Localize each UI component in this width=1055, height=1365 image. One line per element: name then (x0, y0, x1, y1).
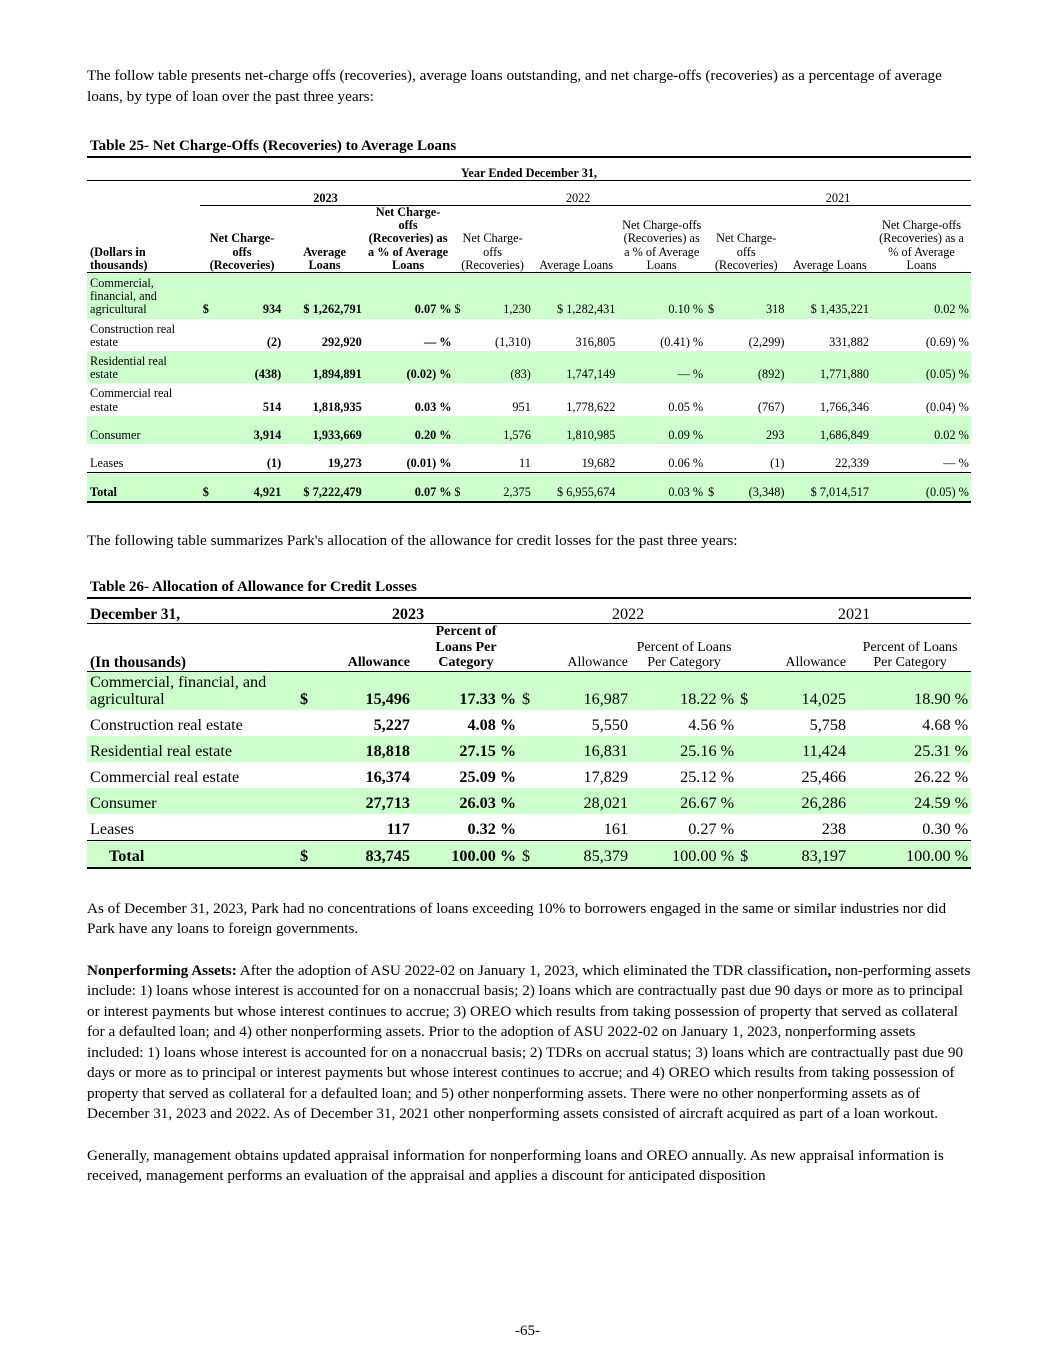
dollar-sign (451, 383, 465, 415)
nco-2022: 1,230 (465, 273, 533, 319)
percent-2022: 0.27 % (688, 819, 735, 838)
dollar-sign (519, 710, 543, 736)
concentration-paragraph: As of December 31, 2023, Park had no concentrations of loans exceeding 10% to borrowers engaged in the same or similar industries nor did Park have any loans to foreign governments. (87, 899, 947, 938)
year-2021-header-26: 2021 (737, 598, 971, 624)
row-label: Construction real estate (90, 321, 176, 349)
dollar-sign (451, 319, 465, 351)
pct-unit-2022: % (692, 334, 704, 349)
col-pct-2022-26: Percent of Loans Per Category (631, 624, 737, 672)
avg-2022: 316,805 (575, 334, 616, 349)
pct-2021: 0.02 (872, 273, 959, 319)
dollar-sign (519, 736, 543, 762)
allowance-2022: 28,021 (543, 788, 631, 814)
col-allow-2021: Allowance (737, 624, 849, 672)
percent-2021: 25.31 % (849, 736, 971, 762)
table-row (87, 444, 971, 473)
nco-2023: (1) (266, 455, 282, 470)
pct-unit-2021: % (958, 455, 969, 470)
row-header-26: (In thousands) (87, 624, 297, 672)
pct-unit-2021: % (959, 416, 971, 444)
percent-2021: 0.30 % (922, 819, 969, 838)
avg-2021: $ 7,014,517 (787, 472, 872, 502)
percent-2023: 25.09 % (459, 767, 517, 786)
row-label: Consumer (87, 416, 200, 444)
pct-2023: 0.03 (414, 399, 437, 414)
percent-2021: 100.00 % (849, 840, 971, 868)
dollar-sign: $ (519, 840, 543, 868)
pct-unit-2021: % (959, 351, 971, 383)
pct-2022: 0.06 (668, 455, 690, 470)
percent-2023: 100.00 % (413, 840, 519, 868)
dollar-sign (705, 383, 719, 415)
table-26-title: Table 26- Allocation of Allowance for Credit Losses (90, 579, 417, 596)
dollar-sign: $ (451, 273, 465, 319)
nco-2023: (438) (214, 351, 284, 383)
nco-2021: 318 (719, 273, 787, 319)
pct-2023: 0.07 (365, 472, 439, 502)
row-label: Total (87, 472, 200, 502)
allowance-2023: 117 (386, 819, 410, 838)
col-pct-2021-26: Percent of Loans Per Category (849, 624, 971, 672)
dollar-sign: $ (519, 671, 543, 710)
allowance-2023: 15,496 (321, 671, 413, 710)
avg-2022: $ 1,282,431 (534, 273, 619, 319)
pct-unit-2023: % (439, 455, 452, 470)
table-row (87, 416, 971, 444)
dollar-sign (200, 351, 214, 383)
dollar-sign (737, 736, 761, 762)
year-2021-header: 2021 (705, 181, 971, 206)
nco-2022: (1,310) (495, 334, 531, 349)
percent-2023: 17.33 % (413, 671, 519, 710)
avg-2022: 1,810,985 (534, 416, 619, 444)
dollar-sign: $ (737, 840, 761, 868)
nco-2021: (3,348) (719, 472, 787, 502)
pct-2022: 0.03 (618, 472, 692, 502)
dollar-sign (737, 814, 761, 841)
allowance-2022: 17,829 (583, 767, 629, 786)
table-row (87, 710, 971, 736)
dollar-sign (200, 416, 214, 444)
pct-unit-2022: % (692, 455, 704, 470)
dollar-sign: $ (737, 671, 761, 710)
pct-2021: — (943, 455, 956, 470)
dollar-sign (705, 351, 719, 383)
row-label: Leases (90, 455, 124, 470)
allowance-2021: 26,286 (761, 788, 849, 814)
dollar-sign (297, 710, 321, 736)
row-label: Consumer (87, 788, 297, 814)
allowance-2022: 16,987 (543, 671, 631, 710)
nco-2023: 3,914 (214, 416, 284, 444)
avg-2022: 1,778,622 (566, 399, 616, 414)
allowance-2023: 16,374 (365, 767, 410, 786)
table-row (87, 671, 971, 710)
nco-2022: 951 (512, 399, 531, 414)
allowance-2021: 14,025 (761, 671, 849, 710)
pct-2021: 0.02 (872, 416, 959, 444)
appraisal-paragraph: Generally, management obtains updated appraisal information for nonperforming loans and OREO annually. As new appraisal information is received, management performs an evaluation of the appraisal and applies a discount for anticipated disposition (87, 1146, 944, 1185)
pct-2022: 0.10 (618, 273, 692, 319)
allowance-2023: 27,713 (321, 788, 413, 814)
nco-2022: (83) (465, 351, 533, 383)
dollar-sign: $ (297, 840, 321, 868)
percent-2021: 4.68 % (922, 715, 969, 734)
allowance-2023: 83,745 (321, 840, 413, 868)
nco-2021: (2,299) (748, 334, 785, 349)
col-pct-2023: Net Charge-offs (Recoveries) as a % of Average Loans (365, 206, 452, 273)
avg-2021: $ 1,435,221 (787, 273, 872, 319)
dollar-sign (297, 788, 321, 814)
percent-2021: 24.59 % (849, 788, 971, 814)
pct-unit-2021: % (958, 334, 969, 349)
intro-paragraph-1: The follow table presents net-charge offs (recoveries), average loans outstanding, and net charge-offs (recoveries) as a percentage of average loans, by type of loan over the past three years: (87, 67, 942, 105)
percent-2023: 26.03 % (413, 788, 519, 814)
allowance-2022: 85,379 (543, 840, 631, 868)
dollar-sign (297, 814, 321, 841)
dollar-sign (200, 383, 214, 415)
pct-2022: 0.09 (618, 416, 692, 444)
nco-2021: (767) (757, 399, 785, 414)
col-pct-2022: Net Charge-offs (Recoveries) as a % of Average Loans (618, 206, 705, 273)
col-avg-2021: Average Loans (787, 206, 872, 273)
nco-2021: (1) (770, 455, 785, 470)
avg-2022: 19,682 (581, 455, 616, 470)
row-label: Total (87, 840, 297, 868)
col-nco-2023: Net Charge-offs (Recoveries) (200, 206, 285, 273)
allowance-2021: 25,466 (801, 767, 847, 786)
nco-2022: 1,576 (465, 416, 533, 444)
year-2022-header-26: 2022 (519, 598, 737, 624)
pct-unit-2022: % (693, 273, 705, 319)
table-row (87, 814, 971, 841)
nco-2021: 293 (719, 416, 787, 444)
avg-2023: $ 7,222,479 (284, 472, 365, 502)
intro-paragraph-2: The following table summarizes Park's allocation of the allowance for credit losses for the past three years: (87, 531, 738, 549)
col-allow-2023: Allowance (297, 624, 413, 672)
table-row (87, 383, 971, 415)
col-allow-2022: Allowance (519, 624, 631, 672)
percent-2022: 100.00 % (631, 840, 737, 868)
col-avg-2022: Average Loans (534, 206, 619, 273)
allowance-2022: 5,550 (591, 715, 629, 734)
dollar-sign: $ (705, 472, 719, 502)
dollar-sign (451, 351, 465, 383)
allowance-2023: 5,227 (373, 715, 410, 734)
pct-unit-2022: % (693, 472, 705, 502)
dollar-sign (519, 762, 543, 788)
col-pct-2021: Net Charge-offs (Recoveries) as a % of Average Loans (872, 206, 971, 273)
percent-2022: 4.56 % (688, 715, 735, 734)
allowance-2022: 16,831 (543, 736, 631, 762)
row-label: Construction real estate (90, 715, 243, 734)
dollar-sign (519, 788, 543, 814)
npa-body-a: After the adoption of ASU 2022-02 on January 1, 2023, which eliminated the TDR classification (236, 961, 828, 979)
col-avg-2023: Average Loans (284, 206, 365, 273)
nco-2023: 4,921 (214, 472, 284, 502)
period-header: Year Ended December 31, (87, 157, 971, 181)
table-row (87, 762, 971, 788)
percent-2021: 26.22 % (914, 767, 969, 786)
pct-unit-2023: % (439, 273, 451, 319)
table-row (87, 351, 971, 383)
avg-2021: 22,339 (835, 455, 870, 470)
row-label: Commercial real estate (90, 386, 173, 414)
avg-2022: 1,747,149 (534, 351, 619, 383)
col-nco-2021: Net Charge-offs (Recoveries) (705, 206, 788, 273)
dollar-sign (297, 736, 321, 762)
dollar-sign (451, 444, 465, 473)
nco-2023: 934 (214, 273, 284, 319)
table-26 (87, 597, 971, 869)
row-label: Leases (90, 819, 135, 838)
npa-paragraph (87, 961, 971, 1125)
year-2023-header-26: 2023 (297, 598, 519, 624)
avg-2023: 1,818,935 (312, 399, 362, 414)
pct-unit-2022: % (692, 399, 704, 414)
allowance-2021: 11,424 (761, 736, 849, 762)
row-header: (Dollars in thousands) (87, 206, 200, 273)
row-label: Residential real estate (87, 736, 297, 762)
col-pct-2023-26: Percent of Loans Per Category (413, 624, 519, 672)
pct-unit-2021: % (959, 472, 971, 502)
dollar-sign: $ (705, 273, 719, 319)
nco-2021: (892) (719, 351, 787, 383)
allowance-2023: 18,818 (321, 736, 413, 762)
npa-body-b: non-performing assets include: 1) loans whose interest is accounted for on a nonaccrual basis; 2) loans which are contractually past due 90 days or more as to principal or interest payments but whose interest continues to accrue; 3) OREO which results from taking possession of property that served as collateral for a defaulted loan; and 4) other nonperforming assets. Prior to the adoption of ASU 2022-02 on January 1, 2023, nonperforming assets included: 1) loans whose interest is accounted for on a nonaccrual basis; 2) TDRs on accrual status; 3) loans which are contractually past due 90 days or more as to principal or interest payments but whose interest continues to accrue; and 4) OREO which results from taking possession of property that served as collateral for a defaulted loan; and 5) other nonperforming assets. There were no other nonperforming assets as of December 31, 2023 and 2022. As of December 31, 2021 other nonperforming assets consisted of aircraft acquired as part of a loan workout. (87, 961, 971, 1123)
avg-2021: 1,771,880 (787, 351, 872, 383)
npa-comma: , (827, 961, 832, 979)
avg-2023: 292,920 (321, 334, 362, 349)
table-row (87, 840, 971, 868)
nco-2022: 2,375 (465, 472, 533, 502)
pct-2023: (0.02) (365, 351, 439, 383)
period-header-26: December 31, (87, 598, 297, 624)
percent-2022: 18.22 % (631, 671, 737, 710)
percent-2022: 25.16 % (631, 736, 737, 762)
table-row (87, 273, 971, 319)
pct-unit-2022: % (693, 351, 705, 383)
pct-unit-2022: % (693, 416, 705, 444)
dollar-sign: $ (200, 472, 214, 502)
table-row (87, 472, 971, 502)
dollar-sign: $ (200, 273, 214, 319)
dollar-sign (451, 416, 465, 444)
year-2023-header: 2023 (200, 181, 452, 206)
col-nco-2022: Net Charge-offs (Recoveries) (451, 206, 534, 273)
dollar-sign (705, 444, 719, 473)
pct-2022: 0.05 (668, 399, 690, 414)
avg-2023: $ 1,262,791 (284, 273, 365, 319)
dollar-sign (737, 788, 761, 814)
dollar-sign (200, 444, 214, 473)
nco-2022: 11 (519, 455, 531, 470)
percent-2023: 27.15 % (413, 736, 519, 762)
allowance-2021: 5,758 (809, 715, 847, 734)
table-row (87, 319, 971, 351)
allowance-2021: 238 (821, 819, 847, 838)
dollar-sign (737, 710, 761, 736)
pct-unit-2023: % (439, 399, 452, 414)
allowance-2021: 83,197 (761, 840, 849, 868)
dollar-sign (705, 319, 719, 351)
row-label: Commercial, financial, and agricultural (87, 273, 200, 319)
page-number: -65- (515, 1323, 540, 1339)
pct-2022: — (618, 351, 692, 383)
pct-2021: (0.05) (872, 472, 959, 502)
dollar-sign (200, 319, 214, 351)
avg-2021: 1,686,849 (787, 416, 872, 444)
table-25 (87, 156, 971, 503)
pct-unit-2023: % (439, 416, 451, 444)
dollar-sign (297, 762, 321, 788)
row-label: Commercial real estate (90, 767, 240, 786)
row-label: Residential real estate (87, 351, 200, 383)
table-row (87, 736, 971, 762)
avg-2023: 1,933,669 (284, 416, 365, 444)
document-page (87, 66, 971, 1187)
pct-2023: (0.01) (406, 455, 437, 470)
avg-2023: 19,273 (327, 455, 362, 470)
dollar-sign: $ (451, 472, 465, 502)
percent-2022: 25.12 % (680, 767, 735, 786)
nco-2023: (2) (266, 334, 282, 349)
pct-2021: (0.04) (925, 399, 956, 414)
dollar-sign: $ (297, 671, 321, 710)
dollar-sign (519, 814, 543, 841)
pct-unit-2021: % (958, 399, 969, 414)
percent-2021: 18.90 % (849, 671, 971, 710)
pct-2021: (0.69) (925, 334, 956, 349)
pct-unit-2023: % (439, 472, 451, 502)
avg-2022: $ 6,955,674 (534, 472, 619, 502)
percent-2023: 0.32 % (467, 819, 517, 838)
pct-unit-2021: % (959, 273, 971, 319)
allowance-2022: 161 (603, 819, 629, 838)
pct-unit-2023: % (439, 334, 452, 349)
pct-2022: (0.41) (660, 334, 690, 349)
year-2022-header: 2022 (451, 181, 705, 206)
pct-2023: 0.20 (365, 416, 439, 444)
nco-2023: 514 (262, 399, 282, 414)
pct-2021: (0.05) (872, 351, 959, 383)
pct-unit-2023: % (439, 351, 451, 383)
row-label: Commercial, financial, and agricultural (87, 671, 297, 710)
pct-2023: — (423, 334, 437, 349)
npa-heading: Nonperforming Assets: (87, 961, 237, 979)
dollar-sign (705, 416, 719, 444)
table-25-title: Table 25- Net Charge-Offs (Recoveries) to Average Loans (90, 138, 457, 154)
avg-2021: 1,766,346 (819, 399, 870, 414)
table-row (87, 788, 971, 814)
percent-2022: 26.67 % (631, 788, 737, 814)
avg-2021: 331,882 (829, 334, 870, 349)
dollar-sign (737, 762, 761, 788)
percent-2023: 4.08 % (467, 715, 517, 734)
pct-2023: 0.07 (365, 273, 439, 319)
avg-2023: 1,894,891 (284, 351, 365, 383)
